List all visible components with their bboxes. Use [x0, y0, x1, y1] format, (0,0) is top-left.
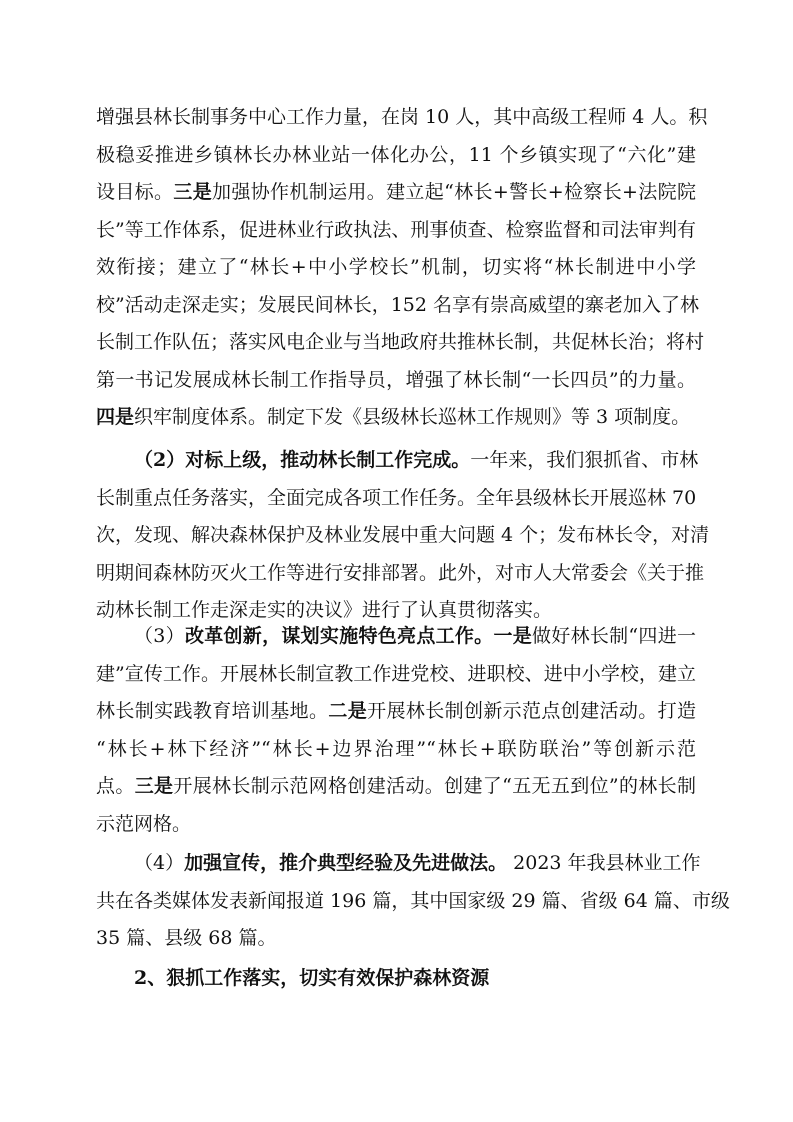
text-line — [96, 618, 696, 656]
text-run: 校”活动走深走实；发展民间林长，152 名享有崇高威望的寨老加入了林 — [96, 293, 700, 316]
text-line — [96, 768, 696, 806]
text-run: 2023 年我县林业工作 — [507, 852, 701, 874]
text-line — [96, 845, 701, 883]
text-run: 明期间森林防灭火工作等进行安排部署。此外，对市人大常委会《关于推 — [96, 561, 705, 584]
text-run: 增强县林长制事务中心工作力量，在岗 10 人，其中高级工程师 4 人。积 — [96, 106, 708, 128]
text-line — [96, 517, 710, 555]
heading-line — [96, 960, 696, 998]
text-run: （4） — [134, 852, 185, 874]
text-run: 35 篇、县级 68 篇。 — [96, 927, 277, 949]
text-run: 次，发现、解决森林保护及林业发展中重大问题 4 个；发布林长令，对清 — [96, 524, 710, 546]
text-line — [96, 442, 699, 480]
text-line — [96, 249, 696, 287]
text-run: 点。 — [96, 775, 135, 797]
bold-text-run: 二是 — [328, 700, 368, 722]
text-run: 做好林长制“四进一 — [532, 625, 696, 647]
text-run: 织牢制度体系。制定下发《县级林长巡林工作规则》等 3 项制度。 — [134, 406, 691, 428]
text-line — [96, 693, 696, 731]
text-line — [96, 555, 705, 593]
text-run: 建”宣传工作。开展林长制宣教工作进党校、进职校、进中小学校，建立 — [96, 662, 696, 685]
text-line — [96, 287, 700, 325]
paragraph-item-4 — [96, 845, 730, 958]
text-run: 一年来，我们狠抓省、市林 — [470, 449, 699, 471]
text-line — [96, 174, 696, 212]
text-run: 共在各类媒体发表新闻报道 196 篇，其中国家级 29 篇、省级 64 篇、市级 — [96, 889, 730, 912]
section-heading — [96, 960, 696, 998]
text-run: 示范网格。 — [96, 812, 192, 835]
text-run: “林长+林下经济”“林长+边界治理”“林长+联防联治”等创新示范 — [96, 737, 696, 760]
paragraph-item-3 — [96, 618, 696, 843]
text-line — [96, 920, 696, 958]
text-line — [96, 883, 730, 921]
paragraph-system-building — [96, 99, 708, 437]
bold-text-run: 三是 — [134, 775, 174, 797]
text-line — [96, 137, 696, 175]
bold-text-run: 四是 — [96, 406, 135, 428]
bold-text-run: 改革创新，谋划实施特色亮点工作。一是 — [184, 625, 533, 647]
text-line — [96, 324, 705, 362]
bold-text-run: 2、狠抓工作落实，切实有效保护森林资源 — [134, 967, 490, 989]
text-run: （3） — [134, 625, 185, 647]
text-run: 加强协作机制运用。建立起“林长+警长+检察长+法院院 — [212, 181, 696, 203]
bold-text-run: （2）对标上级，推动林长制工作完成。 — [134, 449, 471, 471]
text-run: 极稳妥推进乡镇林长办林业站一体化办公，11 个乡镇实现了“六化”建 — [96, 143, 696, 166]
text-run: 林长制实践教育培训基地。 — [96, 700, 329, 722]
text-run: 开展林长制示范网格创建活动。创建了“五无五到位”的林长制 — [173, 775, 696, 797]
text-line — [96, 806, 696, 844]
text-line — [96, 212, 696, 250]
text-line — [96, 362, 696, 400]
text-run: 长”等工作体系，促进林业行政执法、刑事侦查、检察监督和司法审判有 — [96, 218, 696, 241]
text-line — [96, 99, 708, 137]
text-run: 第一书记发展成林长制工作指导员，增强了林长制“一长四员”的力量。 — [96, 368, 696, 391]
text-run: 开展林长制创新示范点创建活动。打造 — [367, 700, 696, 722]
text-line — [96, 656, 696, 694]
text-run: 设目标。 — [96, 181, 174, 203]
paragraph-item-2 — [96, 442, 710, 630]
text-run: 长制重点任务落实，全面完成各项工作任务。全年县级林长开展巡林 70 — [96, 486, 697, 509]
text-run: 长制工作队伍；落实风电企业与当地政府共推林长制，共促林长治；将村 — [96, 331, 705, 353]
bold-text-run: 三是 — [173, 181, 213, 203]
bold-text-run: 加强宣传，推介典型经验及先进做法。 — [184, 852, 508, 874]
text-line — [96, 399, 696, 437]
text-line — [96, 480, 696, 518]
text-line — [96, 731, 696, 769]
text-run: 效衔接；建立了“林长+中小学校长”机制，切实将“林长制进中小学 — [96, 256, 696, 278]
text-run: 动林长制工作走深走实的决议》进行了认真贯彻落实。 — [96, 599, 553, 621]
